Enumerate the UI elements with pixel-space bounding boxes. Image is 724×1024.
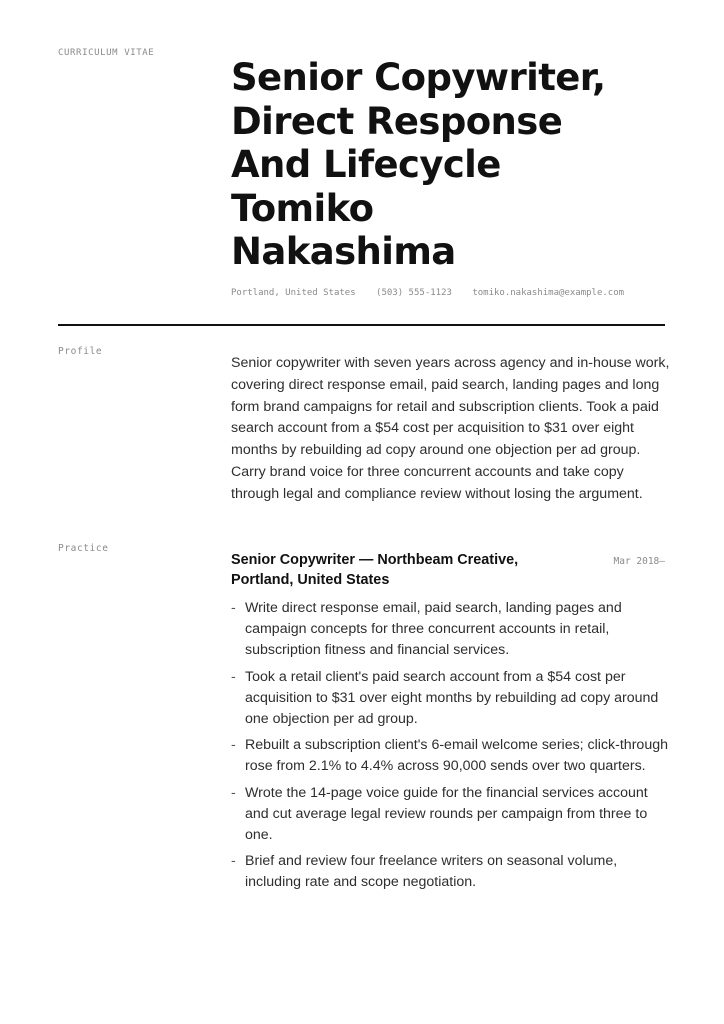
contact-line (231, 288, 639, 298)
contact-email[interactable]: tomiko.nakashima@example.com (472, 288, 625, 298)
contact-phone: (503) 555-1123 (376, 288, 452, 298)
job-date: Mar 2018– (613, 556, 665, 567)
list-item (231, 735, 671, 777)
bullet-text: Rebuilt a subscription client's 6-email welcome series; click-through rose from 2.1% to 4.4% across 90,000 sends over two quarters. (245, 737, 668, 775)
title-line: Senior Copywriter, (231, 56, 606, 99)
profile-summary: Senior copywriter with seven years across agency and in-house work, covering direct response email, paid search, landing pages and long form brand campaigns for retail and subscription clients. Took a paid search account from a $54 cost per acquisition to $31 over eight months by rebuilding ad copy around one objection per ad group. Carry brand voice for three concurrent accounts and take copy through legal and compliance review without losing the argument. (231, 355, 670, 502)
section-label-profile: Profile (58, 346, 103, 357)
bullet-marker: - (231, 600, 236, 616)
bullet-text: Wrote the 14-page voice guide for the financial services account and cut average legal review rounds per campaign from three to one. (245, 784, 648, 844)
title-line: Tomiko (231, 186, 374, 230)
header-divider (58, 324, 665, 326)
title-line: Direct Response (231, 99, 563, 143)
title-line: And Lifecycle (231, 143, 501, 186)
job-title: Senior Copywriter — Northbeam Creative, Portland, United States (231, 552, 519, 588)
bullet-marker: - (231, 668, 236, 685)
bullet-text: Brief and review four freelance writers on seasonal volume, including rate and scope negotiation. (245, 853, 618, 891)
section-label-practice: Practice (58, 543, 109, 554)
job-bullets (231, 598, 671, 899)
title-line: Nakashima (231, 230, 456, 273)
bullet-marker: - (231, 853, 236, 870)
cv-label: CURRICULUM VITAE (58, 48, 155, 58)
bullet-marker: - (231, 737, 236, 754)
bullet-text: Took a retail client's paid search account from a $54 cost per acquisition to $31 over eight months by rebuilding ad copy around one objection per ad group. (245, 668, 659, 728)
list-item (231, 667, 671, 731)
bullet-text: Write direct response email, paid search, landing pages and campaign concepts for three concurrent accounts in retail, subscription fitness and financial services. (245, 600, 622, 659)
list-item (231, 598, 671, 662)
list-item (231, 851, 671, 893)
bullet-marker: - (231, 784, 236, 801)
contact-location: Portland, United States (231, 288, 356, 298)
page-title (231, 56, 701, 274)
list-item (231, 783, 671, 847)
